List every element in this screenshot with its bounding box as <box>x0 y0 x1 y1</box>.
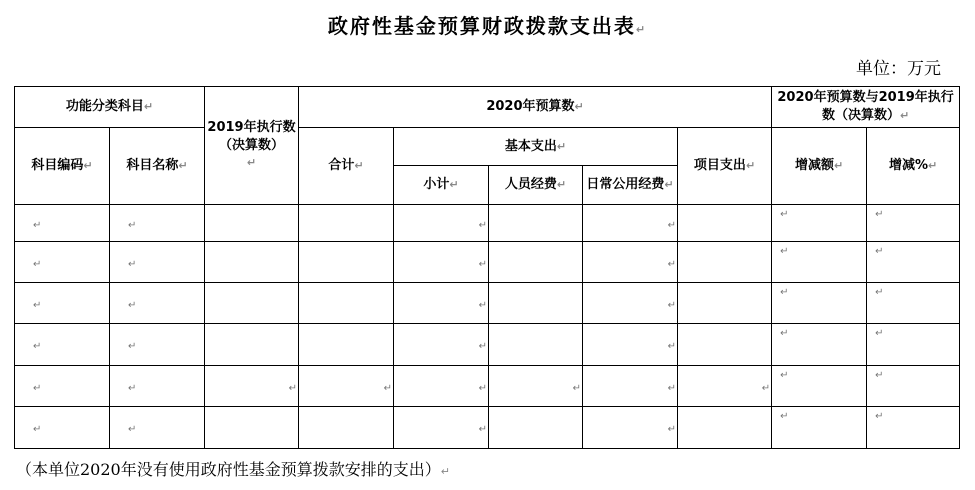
paragraph-mark-icon: ↵ <box>875 370 884 381</box>
cell-prev <box>205 366 299 407</box>
paragraph-mark-icon: ↵ <box>667 259 677 270</box>
paragraph-mark-icon: ↵ <box>780 411 789 422</box>
cell-code <box>15 283 110 324</box>
cell-prev <box>205 407 299 449</box>
paragraph-mark-icon: ↵ <box>667 383 677 394</box>
paragraph-mark-icon: ↵ <box>478 383 488 394</box>
cell-project <box>678 407 772 449</box>
paragraph-mark-icon: ↵ <box>33 300 42 311</box>
cell-total <box>299 205 394 242</box>
unit-label: 单位：万元 <box>856 59 941 79</box>
paragraph-mark-icon: ↵ <box>128 220 137 232</box>
cell-prev <box>205 242 299 283</box>
table-row <box>15 366 960 407</box>
fund-expenditure-table <box>14 86 960 449</box>
paragraph-mark-icon: ↵ <box>128 300 137 311</box>
header-function-class: 功能分类科目↵ <box>15 87 205 128</box>
paragraph-mark-icon: ↵ <box>478 300 488 311</box>
cell-name <box>110 283 205 324</box>
header-basic: 基本支出↵ <box>394 128 678 166</box>
cell-prev <box>205 324 299 366</box>
header-increase-pct: 增减%↵ <box>867 128 960 205</box>
cell-name <box>110 324 205 366</box>
paragraph-mark-icon: ↵ <box>667 220 677 232</box>
table-row <box>15 324 960 366</box>
table-row <box>15 242 960 283</box>
cell-amount <box>772 324 867 366</box>
header-subtotal: 小计↵ <box>394 166 489 205</box>
header-prev-exec: 2019年执行数（决算数） ↵ <box>205 87 299 205</box>
cell-project <box>678 366 772 407</box>
paragraph-mark-icon: ↵ <box>383 383 393 394</box>
cell-total <box>299 407 394 449</box>
paragraph-mark-icon: ↵ <box>780 370 789 381</box>
cell-pct <box>867 283 960 324</box>
paragraph-mark-icon: ↵ <box>875 411 884 422</box>
cell-personnel <box>489 324 583 366</box>
cell-personnel <box>489 205 583 242</box>
cell-name <box>110 366 205 407</box>
table-body <box>15 205 960 449</box>
cell-amount <box>772 366 867 407</box>
cell-amount <box>772 407 867 449</box>
cell-total <box>299 283 394 324</box>
cell-daily <box>583 407 678 449</box>
cell-personnel <box>489 407 583 449</box>
cell-pct <box>867 407 960 449</box>
header-project: 项目支出↵ <box>678 128 772 205</box>
header-daily-public: 日常公用经费↵ <box>583 166 678 205</box>
cell-amount <box>772 283 867 324</box>
cell-total <box>299 366 394 407</box>
cell-project <box>678 283 772 324</box>
paragraph-mark-icon: ↵ <box>128 341 137 353</box>
paragraph-mark-icon: ↵ <box>33 341 42 353</box>
cell-total <box>299 242 394 283</box>
paragraph-mark-icon: ↵ <box>780 328 789 339</box>
paragraph-mark-icon: ↵ <box>478 341 488 353</box>
cell-daily <box>583 366 678 407</box>
cell-personnel <box>489 366 583 407</box>
paragraph-mark-icon: ↵ <box>478 424 488 436</box>
cell-code <box>15 407 110 449</box>
header-compare: 2020年预算数与2019年执行数（决算数）↵ <box>772 87 960 128</box>
paragraph-mark-icon: ↵ <box>875 209 884 220</box>
cell-subtotal <box>394 205 489 242</box>
paragraph-mark-icon: ↵ <box>33 220 42 232</box>
header-increase-amount: 增减额↵ <box>772 128 867 205</box>
cell-pct <box>867 324 960 366</box>
table-row <box>15 283 960 324</box>
paragraph-mark-icon: ↵ <box>875 287 884 298</box>
paragraph-mark-icon: ↵ <box>667 424 677 436</box>
header-budget-year: 2020年预算数↵ <box>299 87 772 128</box>
header-code: 科目编码↵ <box>15 128 110 205</box>
paragraph-mark-icon: ↵ <box>875 246 884 257</box>
cell-code <box>15 366 110 407</box>
paragraph-mark-icon: ↵ <box>761 383 771 394</box>
cell-subtotal <box>394 366 489 407</box>
paragraph-mark-icon: ↵ <box>33 259 42 270</box>
paragraph-mark-icon: ↵ <box>667 341 677 353</box>
paragraph-mark-icon: ↵ <box>478 220 488 232</box>
cell-pct <box>867 366 960 407</box>
paragraph-mark-icon: ↵ <box>288 383 298 394</box>
cell-daily <box>583 324 678 366</box>
paragraph-mark-icon: ↵ <box>128 383 137 394</box>
paragraph-mark-icon: ↵ <box>875 328 884 339</box>
paragraph-mark-icon: ↵ <box>780 287 789 298</box>
footnote: （本单位2020年没有使用政府性基金预算拨款安排的支出）↵ <box>16 460 450 479</box>
cell-project <box>678 205 772 242</box>
cell-code <box>15 242 110 283</box>
paragraph-mark-icon: ↵ <box>128 259 137 270</box>
cell-total <box>299 324 394 366</box>
cell-project <box>678 242 772 283</box>
cell-name <box>110 242 205 283</box>
cell-subtotal <box>394 324 489 366</box>
paragraph-mark-icon: ↵ <box>780 246 789 257</box>
cell-name <box>110 205 205 242</box>
cell-prev <box>205 283 299 324</box>
cell-name <box>110 407 205 449</box>
header-total: 合计↵ <box>299 128 394 205</box>
header-personnel: 人员经费↵ <box>489 166 583 205</box>
cell-daily <box>583 283 678 324</box>
header-name: 科目名称↵ <box>110 128 205 205</box>
paragraph-mark-icon: ↵ <box>667 300 677 311</box>
cell-pct <box>867 242 960 283</box>
cell-amount <box>772 205 867 242</box>
table-row <box>15 205 960 242</box>
cell-pct <box>867 205 960 242</box>
cell-project <box>678 324 772 366</box>
cell-prev <box>205 205 299 242</box>
page-title: 政府性基金预算财政拨款支出表↵ <box>327 14 648 38</box>
paragraph-mark-icon: ↵ <box>478 259 488 270</box>
cell-code <box>15 205 110 242</box>
table-row <box>15 407 960 449</box>
paragraph-mark-icon: ↵ <box>572 383 582 394</box>
cell-subtotal <box>394 283 489 324</box>
cell-personnel <box>489 283 583 324</box>
cell-code <box>15 324 110 366</box>
cell-daily <box>583 205 678 242</box>
paragraph-mark-icon: ↵ <box>33 383 42 394</box>
cell-personnel <box>489 242 583 283</box>
cell-subtotal <box>394 407 489 449</box>
cell-amount <box>772 242 867 283</box>
cell-daily <box>583 242 678 283</box>
cell-subtotal <box>394 242 489 283</box>
paragraph-mark-icon: ↵ <box>128 424 137 436</box>
paragraph-mark-icon: ↵ <box>33 424 42 436</box>
paragraph-mark-icon: ↵ <box>780 209 789 220</box>
